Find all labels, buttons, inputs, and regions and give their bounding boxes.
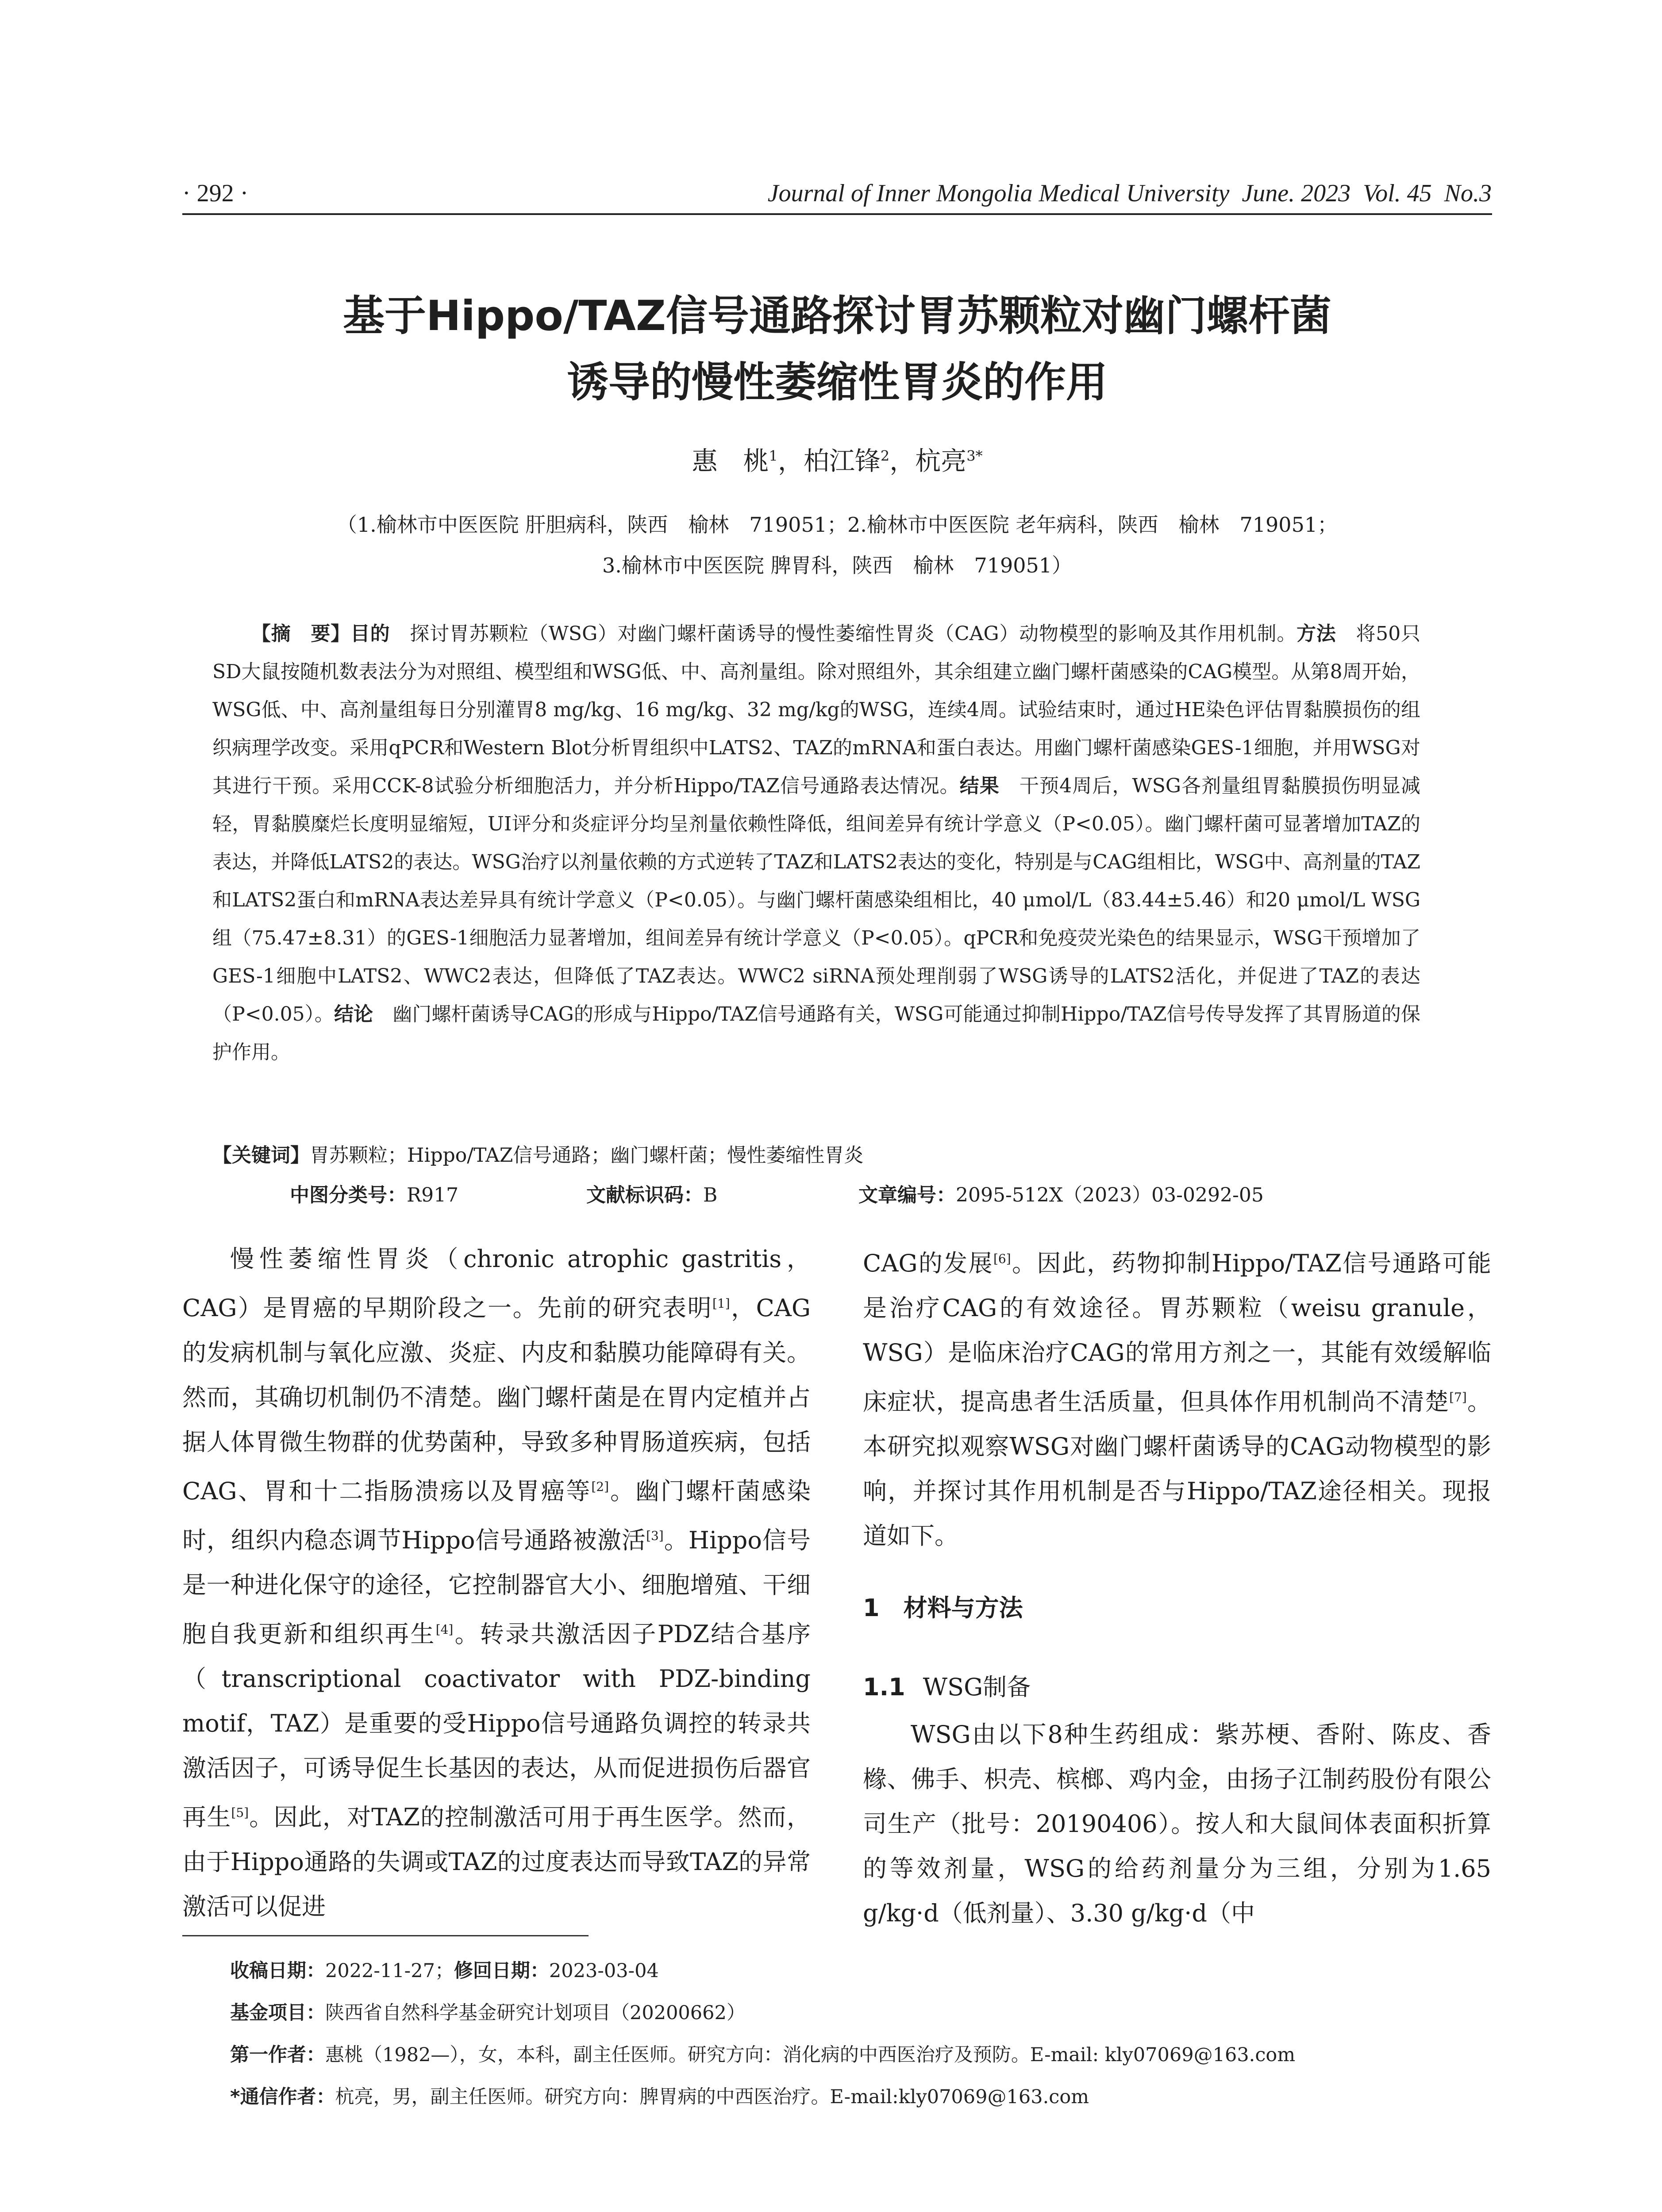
clc-label: 中图分类号：: [290, 1184, 407, 1206]
running-header: [768, 179, 1492, 207]
dates-footnote: [230, 1950, 1513, 1992]
author-3: ，杭亮: [889, 446, 967, 476]
conclusion-text: 幽门螺杆菌诱导CAG的形成与Hippo/TAZ信号通路有关，WSG可能通过抑制Hippo/TAZ信号传导发挥了其胃肠道的保护作用。: [212, 1003, 1420, 1064]
body-column-left: [182, 1237, 811, 1929]
methods-paragraph-1: WSG由以下8种生药组成：紫苏梗、香附、陈皮、香橼、佛手、枳壳、槟榔、鸡内金，由扬子江制药股份有限公司生产（批号：20190406）。按人和大鼠间体表面积折算的等效剂量，WSG的给药剂量分为三组，分别为1.65 g/kg·d（低剂量）、3.30 g/kg·d（中: [863, 1720, 1491, 1927]
intro-text-4: 。Hippo信号是一种进化保守的途径，它控制器官大小、细胞增殖、干细胞自我更新和组织再生: [182, 1526, 811, 1648]
intro-text-6: 。因此，对TAZ的控制激活可用于再生医学。然而，由于Hippo通路的失调或TAZ的过度表达而导致TAZ的异常激活可以促进: [182, 1803, 811, 1920]
article-number: [858, 1179, 1264, 1207]
title-line-1: 基于Hippo/TAZ信号通路探讨胃苏颗粒对幽门螺杆菌: [342, 292, 1332, 340]
corresponding-author-footnote: [230, 2076, 1513, 2118]
author-1-affil: 1: [769, 447, 778, 465]
corresponding-text: 杭亮，男，副主任医师。研究方向：脾胃病的中西医治疗。E-mail:kly07069@163.com: [335, 2086, 1089, 2108]
section-heading-1: 1 材料与方法: [863, 1594, 1023, 1622]
title-line-2: 诱导的慢性萎缩性胃炎的作用: [566, 358, 1108, 407]
results-text: 干预4周后，WSG各剂量组胃黏膜损伤明显减轻，胃黏膜糜烂长度明显缩短，UI评分和炎症评分均呈剂量依赖性降低，组间差异有统计学意义（P<0.05）。幽门螺杆菌可显著增加TAZ的表达，并降低LATS2的表达。WSG治疗以剂量依赖的方式逆转了TAZ和LATS2表达的变化，特别是与CAG组相比，WSG中、高剂量的TAZ和LATS2蛋白和mRNA表达差异具有统计学意义（P<0.05）。与幽门螺杆菌感染组相比，40 μmol/L（83.44±5.46）和20 μmol/L WSG组（75.47±8.31）的GES-1细胞活力显著增加，组间差异有统计学意义（P<0.05）。qPCR和免疫荧光染色的结果显示，WSG干预增加了GES-1细胞中LATS2、WWC2表达，但降低了TAZ表达。WWC2 siRNA预处理削弱了WSG诱导的LATS2活化，并促进了TAZ的表达（P<0.05）。: [212, 775, 1421, 1025]
methods-label: 方法: [1297, 622, 1336, 645]
keywords-label: 【关键词】: [212, 1144, 310, 1167]
footnotes: [230, 1950, 1513, 2118]
issue-date: June. 2023: [1242, 180, 1351, 207]
fund-footnote: [230, 1992, 1513, 2034]
intro-text-9: 。本研究拟观察WSG对幽门螺杆菌诱导的CAG动物模型的影响，并探讨其作用机制是否与Hippo/TAZ途径相关。现报道如下。: [863, 1388, 1492, 1550]
subsection-heading-1-1: [863, 1665, 1491, 1709]
doc-label: 文献标识码：: [586, 1184, 703, 1206]
intro-text-2: ，CAG的发病机制与氧化应激、炎症、内皮和黏膜功能障碍有关。然而，其确切机制仍不清楚。幽门螺杆菌是在胃内定植并占据人体胃微生物群的优势菌种，导致多种胃肠道疾病，包括CAG、胃和十二指肠溃疡以及胃癌等: [182, 1294, 811, 1505]
results-label: 结果: [959, 775, 1000, 797]
corresponding-label: *通信作者：: [230, 2086, 335, 2108]
affiliation-line-1: （1.榆林市中医医院 肝胆病科，陕西 榆林 719051；2.榆林市中医医院 老年病科，陕西 榆林 719051；: [336, 513, 1338, 537]
citation-3: [3]: [646, 1528, 664, 1543]
objective-label: 目的: [350, 622, 390, 645]
methods-text: 将50只SD大鼠按随机数表法分为对照组、模型组和WSG低、中、高剂量组。除对照组外，其余组建立幽门螺杆菌感染的CAG模型。从第8周开始，WSG低、中、高剂量组每日分别灌胃8 mg/kg、16 mg/kg、32 mg/kg的WSG，连续4周。试验结束时，通过HE染色评估胃黏膜损伤的组织病理学改变。采用qPCR和Western Blot分析胃组织中LATS2、TAZ的mRNA和蛋白表达。用幽门螺杆菌感染GES-1细胞，并用WSG对其进行干预。采用CCK-8试验分析细胞活力，并分析Hippo/TAZ信号通路表达情况。: [212, 622, 1421, 797]
fund-label: 基金项目：: [230, 2002, 325, 2024]
author-2: ，柏江锋: [777, 446, 881, 476]
revised-date: 2023-03-04: [549, 1960, 659, 1982]
citation-2: [2]: [591, 1479, 609, 1494]
article-title: [182, 283, 1492, 416]
revised-label: 修回日期：: [454, 1960, 549, 1982]
intro-text-7: CAG的发展: [863, 1249, 993, 1277]
intro-text-8: 。因此，药物抑制Hippo/TAZ信号通路可能是治疗CAG的有效途径。胃苏颗粒（weisu granule，WSG）是临床治疗CAG的常用方剂之一，其能有效缓解临床症状，提高患者生活质量，但具体作用机制尚不清楚: [863, 1249, 1491, 1416]
volume: Vol. 45: [1363, 180, 1432, 207]
intro-text-5: 。转录共激活因子PDZ结合基序（transcriptional coactivator with PDZ-binding motif，TAZ）是重要的受Hippo信号通路负调控的转录共激活因子，可诱导促生长基因的表达，从而促进损伤后器官再生: [182, 1620, 811, 1831]
citation-6: [6]: [993, 1252, 1011, 1266]
subsection-number: 1.1: [863, 1673, 905, 1701]
article-value: 2095-512X（2023）03-0292-05: [956, 1184, 1264, 1206]
first-author-label: 第一作者：: [230, 2044, 325, 2066]
journal-name: Journal of Inner Mongolia Medical University: [767, 180, 1230, 207]
intro-text-3: 。幽门螺杆菌感染时，组织内稳态调节Hippo信号通路被激活: [182, 1477, 811, 1554]
received-label: 收稿日期：: [230, 1960, 325, 1982]
subsection-title: WSG制备: [923, 1673, 1031, 1701]
citation-4: [4]: [435, 1622, 454, 1637]
clc-value: R917: [407, 1184, 459, 1206]
keywords: [212, 1139, 1451, 1167]
affiliation-line-2: 3.榆林市中医医院 脾胃科，陕西 榆林 719051）: [602, 553, 1073, 577]
intro-text-1: 慢性萎缩性胃炎（chronic atrophic gastritis，CAG）是胃癌的早期阶段之一。先前的研究表明: [182, 1245, 811, 1322]
footnote-rule: [182, 1935, 589, 1936]
abstract-label: 【摘 要】: [251, 622, 350, 645]
author-2-affil: 2: [880, 447, 890, 465]
citation-1: [1]: [712, 1296, 730, 1311]
body-column-right: [863, 1237, 1491, 1936]
objective-text: 探讨胃苏颗粒（WSG）对幽门螺杆菌诱导的慢性萎缩性胃炎（CAG）动物模型的影响及其作用机制。: [410, 622, 1297, 645]
affiliations: [182, 504, 1492, 586]
abstract: [212, 615, 1420, 1071]
clc-number: [290, 1179, 458, 1207]
document-code: [586, 1179, 717, 1207]
header-rule: [182, 213, 1492, 215]
page-number: · 292 ·: [182, 180, 249, 207]
doc-value: B: [703, 1184, 718, 1206]
keywords-text: 胃苏颗粒；Hippo/TAZ信号通路；幽门螺杆菌；慢性萎缩性胃炎: [310, 1144, 864, 1167]
citation-5: [5]: [231, 1805, 249, 1820]
received-date: 2022-11-27；: [325, 1960, 454, 1982]
intro-paragraph-1: [182, 1237, 811, 1929]
issue-number: No.3: [1444, 180, 1492, 207]
author-1: 惠 桃: [692, 446, 769, 476]
intro-paragraph-1-cont: [863, 1237, 1491, 1558]
fund-text: 陕西省自然科学基金研究计划项目（20200662）: [325, 2002, 746, 2024]
author-3-affil: 3*: [966, 447, 983, 465]
first-author-text: 惠桃（1982—），女，本科，副主任医师。研究方向：消化病的中西医治疗及预防。E-mail: kly07069@163.com: [325, 2044, 1296, 2066]
conclusion-label: 结论: [334, 1003, 373, 1025]
article-label: 文章编号：: [858, 1184, 956, 1206]
author-list: [182, 440, 1492, 477]
first-author-footnote: [230, 2034, 1513, 2076]
citation-7: [7]: [1449, 1390, 1467, 1405]
